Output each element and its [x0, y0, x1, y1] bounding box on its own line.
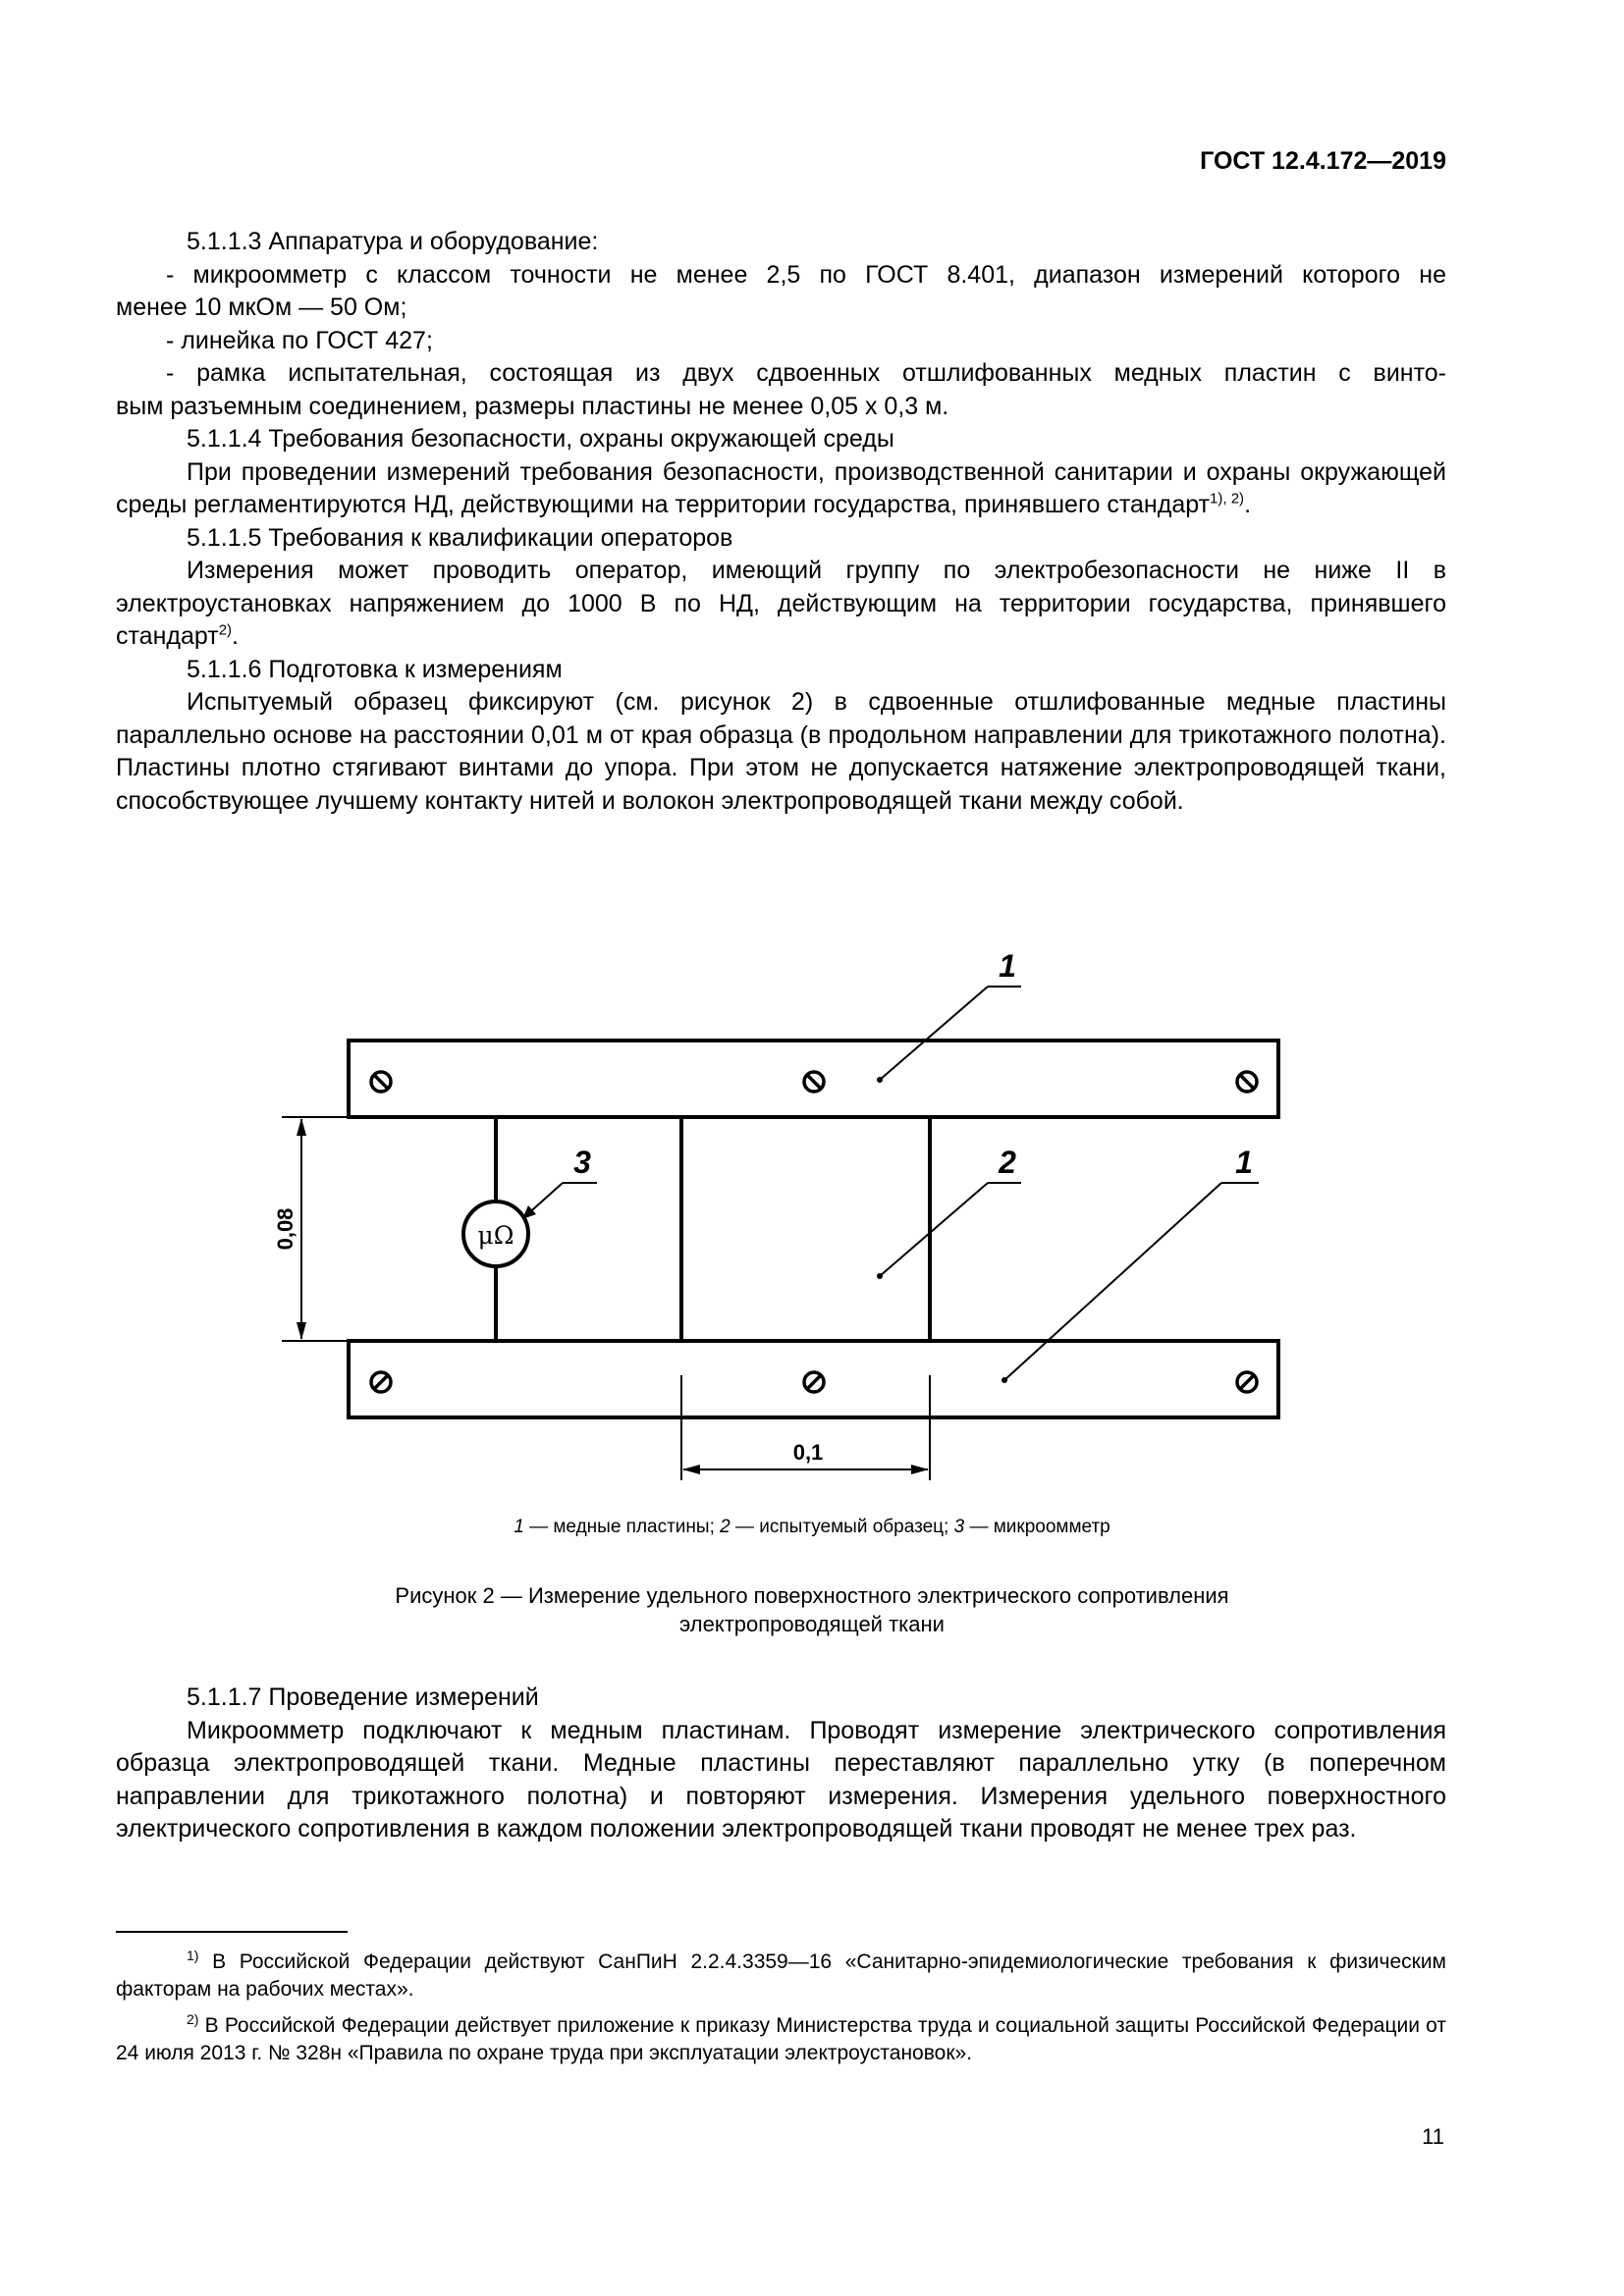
leader-dot — [877, 1273, 883, 1279]
caption-line: электропроводящей ткани — [679, 1612, 945, 1636]
list-item: - рамка испытательная, состоящая из двух сдвоенных отшлифованных медных пластин с винто- — [166, 359, 1446, 387]
caption-line: Рисунок 2 — Измерение удельного поверхностного электрического сопротивления — [395, 1583, 1229, 1608]
arrow-head — [297, 1322, 306, 1340]
leader-dot — [877, 1077, 883, 1083]
section-5113-title: 5.1.1.3 Аппаратура и оборудование: — [187, 228, 599, 255]
footnote-text: В Российской Федерации действуют СанПиН 2.2.4.3359—16 «Санитарно-эпидемиологические требования к физическим факторам на рабочих местах». — [116, 1950, 1446, 2001]
body-text-bottom — [116, 1682, 1446, 1846]
dim-height-label: 0,08 — [273, 1207, 298, 1251]
list-item-cont: менее 10 мкОм — 50 Ом; — [116, 294, 407, 321]
figure-legend — [0, 1517, 1624, 1538]
list-item: - линейка по ГОСТ 427; — [166, 326, 433, 354]
callout-3: 3 — [573, 1145, 591, 1180]
footnotes — [116, 1949, 1446, 2076]
footnote-divider — [116, 1931, 348, 1933]
arrow-head — [682, 1465, 700, 1474]
footnote-ref: 2) — [218, 621, 233, 639]
leader-dot — [1001, 1377, 1007, 1383]
callout-2: 2 — [999, 1145, 1016, 1180]
dim-width-label: 0,1 — [792, 1440, 824, 1465]
footnote-mark: 2) — [187, 2011, 199, 2027]
figure-2-diagram — [0, 933, 1624, 1502]
document-code: ГОСТ 12.4.172—2019 — [1200, 147, 1446, 175]
section-5116-text: Испытуемый образец фиксируют (см. рисунок 2) в сдвоенные отшлифованные медные пластины параллельно основе на расстоянии 0,01 м от края образца (в продольном направлении для трикотажного полотна). Пластины плотно стягивают винтами до упора. При этом не допускается натяжение электропроводящей ткани, способствующее лучшему контакту нитей и волокон электропроводящей ткани между собой. — [116, 688, 1446, 815]
list-item-cont: вым разъемным соединением, размеры пластины не менее 0,05 х 0,3 м. — [116, 392, 949, 420]
arrow-head — [911, 1465, 929, 1474]
copper-plate-top — [349, 1041, 1278, 1117]
legend-text: — микроомметр — [964, 1517, 1110, 1537]
section-5115-title: 5.1.1.5 Требования к квалификации операторов — [187, 523, 733, 552]
footnote-ref: 1), 2) — [1210, 490, 1245, 507]
copper-plate-bottom — [349, 1341, 1278, 1417]
legend-text: — медные пластины; — [523, 1517, 721, 1537]
body-text-top — [116, 226, 1446, 818]
figure-caption — [0, 1581, 1624, 1638]
section-5114-title: 5.1.1.4 Требования безопасности, охраны окружающей среды — [187, 425, 894, 453]
footnote-2 — [116, 2012, 1446, 2067]
legend-num: 2 — [720, 1517, 731, 1537]
footnote-mark: 1) — [187, 1948, 199, 1963]
section-5115-text: Измерения может проводить оператор, имеющий группу по электробезопасности не ниже II в электроустановках напряжением до 1000 В по НД, действующим на территории государства, принявшего стандарт$^{2)}$. — [116, 557, 1446, 650]
section-5117-text: Микроомметр подключают к медным пластинам. Проводят измерение электрического сопротивления образца электропроводящей ткани. Медные пластины переставляют параллельно утку (в поперечном направлении для трикотажного полотна) и повторяют измерения. Измерения удельного поверхностного электрического сопротивления в каждом положении электропроводящей ткани проводят не менее трех раз. — [116, 1716, 1446, 1842]
footnote-1 — [116, 1949, 1446, 2003]
test-sample — [681, 1117, 930, 1341]
page-number: 11 — [1422, 2124, 1444, 2149]
microohmmeter-symbol: μΩ — [477, 1221, 514, 1250]
legend-num: 1 — [514, 1517, 524, 1537]
legend-num: 3 — [953, 1517, 965, 1537]
list-item: - микроомметр с классом точности не менее 2,5 по ГОСТ 8.401, диапазон измерений которого не — [166, 260, 1446, 289]
section-5116-title: 5.1.1.6 Подготовка к измерениям — [187, 655, 563, 683]
section-5117-title: 5.1.1.7 Проведение измерений — [187, 1683, 539, 1711]
arrow-head — [297, 1118, 306, 1136]
section-5114-body: При проведении измерений требования безопасности, производственной санитарии и охраны окружающей среды регламентируются НД, действующими на территории государства, принявшего стандарт — [116, 457, 1446, 518]
callout-1-top: 1 — [999, 948, 1016, 984]
section-5114-text: При проведении измерений требования безопасности, производственной санитарии и охраны окружающей среды регламентируются НД, действующими на территории государства, принявшего стандарт$^{1), 2)}$. — [116, 457, 1446, 518]
section-5115-body: Измерения может проводить оператор, имеющий группу по электробезопасности не ниже II в электроустановках напряжением до 1000 В по НД, действующим на территории государства, принявшего стандарт — [116, 557, 1446, 650]
callout-1-right: 1 — [1235, 1145, 1253, 1180]
footnote-text: В Российской Федерации действует приложение к приказу Министерства труда и социальной защиты Российской Федерации от 24 июля 2013 г. № 328н «Правила по охране труда при эксплуатации электроустановок». — [116, 2014, 1446, 2064]
legend-text: — испытуемый образец; — [730, 1517, 954, 1537]
